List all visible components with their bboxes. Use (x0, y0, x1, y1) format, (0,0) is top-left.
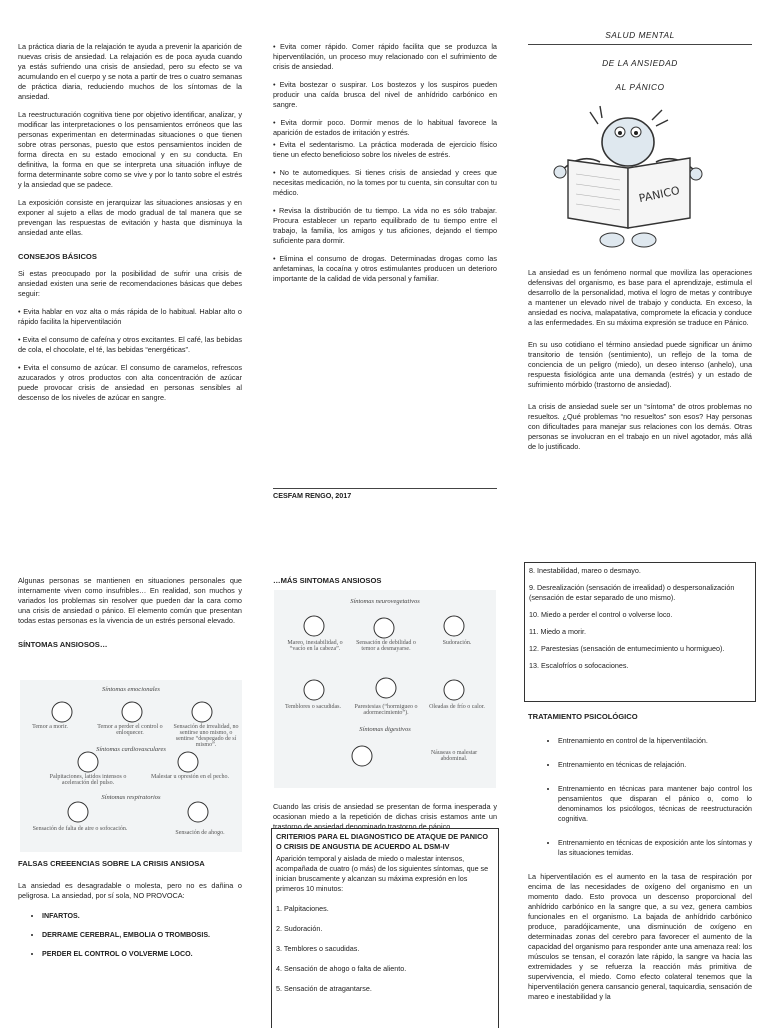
bullet-sedentarismo: • Evita el sedentarismo. La práctica moderada de ejercicio físico tiene un efecto beneficioso sobre los niveles de estrés. (273, 140, 497, 159)
label-irrealidad: Sensación de irrealidad, no sentirse uno mismo, o sentirse “despegado de sí mismo”. (173, 724, 239, 748)
cover-title-divider (528, 44, 752, 45)
label-ahogo: Sensación de ahogo. (175, 830, 225, 836)
heading-mas-sintomas: …MÁS SINTOMAS ANSIOSOS (273, 576, 382, 585)
cover-title-2: DE LA ANSIEDAD (602, 58, 678, 68)
dsm-item: 13. Escalofríos o sofocaciones. (529, 661, 629, 670)
bullet-cafeina: • Evita el consumo de cafeína y otros excitantes. El café, las bebidas de cola, el chocolate, el té, las bebidas “energéticas”. (18, 335, 242, 354)
label-temor-morir: Temor a morir. (32, 724, 68, 730)
label-opresion: Malestar u opresión en el pecho. (151, 774, 229, 780)
label-falta-aire: Sensación de falta de aire o sofocación. (32, 826, 128, 832)
label-parestesias: Parestesias (“hormigueo o adormecimiento”). (354, 704, 418, 716)
dsm-item: 1. Palpitaciones. (276, 904, 329, 913)
dsm-item: 8. Inestabilidad, mareo o desmayo. (529, 566, 641, 575)
dsm-item: 3. Temblores o sacudidas. (276, 944, 360, 953)
label-temor-control: Temor a perder el control o enloquecer. (97, 724, 163, 736)
bullet-drogas: • Elimina el consumo de drogas. Determinadas drogas como las anfetaminas, la cocaína y otros estimulantes producen un deterioro importante de la calidad de vida personal y familiar. (273, 254, 497, 283)
bullet-dormir: • Evita dormir poco. Dormir menos de lo habitual favorece la aparición de estados de irritación y estrés. (273, 118, 497, 137)
heading-tratamiento: TRATAMIENTO PSICOLÓGICO (528, 712, 638, 721)
footer-divider (273, 488, 497, 489)
bullet-automedicacion: • No te automediques. Si tienes crisis de ansiedad y crees que necesitas medicación, no la tomes por tu cuenta, sin consultar con tu médico. (273, 168, 497, 197)
bullet-comer: • Evita comer rápido. Comer rápido facilita que se produzca la hiperventilación, un proceso muy relacionado con el sufrimiento de crisis de ansiedad. (273, 42, 497, 71)
paragraph-ansiedad-definicion: La ansiedad es un fenómeno normal que moviliza las operaciones defensivas del organismo, es base para el aprendizaje, estimula el desarrollo de la personalidad, motiva el logro de metas y contribuye a mantener un elevado nivel de trabajo y conducta. En exceso, la ansiedad es nociva, malapatativa, compromete la eficacia y conduce a las enfermedades. En su máxima expresión se traduce en Pánico. (528, 268, 752, 327)
list-item: • INFARTOS. (42, 911, 242, 921)
label-mareo: Mareo, inestabilidad, o “vacío en la cabeza”. (287, 640, 343, 652)
dsm-item: 12. Parestesias (sensación de entumecimiento u hormigueo). (529, 644, 725, 653)
illus-title-cardio: Síntomas cardiovasculares (96, 746, 166, 753)
bullet-bostezar: • Evita bostezar o suspirar. Los bostezos y los suspiros pueden producir una caída brusca del nivel de anhídrido carbónico en sangre. (273, 80, 497, 109)
heading-falsas-creencias: FALSAS CREEENCIAS SOBRE LA CRISIS ANSIOSA (18, 859, 205, 868)
cover-illustration (540, 102, 720, 252)
illus-title-digestivos: Síntomas digestivos (359, 726, 411, 733)
illus-title-respiratorios: Síntomas respiratorios (101, 794, 161, 801)
paragraph-reestructuracion: La reestructuración cognitiva tiene por objetivo identificar, analizar, y modificar las interpretaciones o los pensamientos erróneos que las personas experimentan en determinadas situaciones o que tienen sobre otras personas, puesto que estos pensamientos inciden de forma directa en su estado emocional y en su conducta. En definitiva, la forma en que se interpreta una situación influye de forma determinante sobre como se vive y por lo tanto sobre el estrés y la ansiedad que se padece. (18, 110, 242, 189)
dsm-item: 5. Sensación de atragantarse. (276, 984, 372, 993)
dsm-criteria-box-continued (524, 562, 756, 702)
heading-sintomas-ansiosos: SÍNTOMAS ANSIOSOS… (18, 640, 108, 649)
footer-credit: CESFAM RENGO, 2017 (273, 491, 352, 500)
label-nauseas: Náuseas o malestar abdominal. (430, 750, 478, 762)
paragraph-crisis-sintoma: La crisis de ansiedad suele ser un “síntoma” de otros problemas no resueltos. ¿Qué problemas “no resueltos” son esos? Hay personas con dificultades para manejar sus relaciones con los demás. Otras personas se involucran en el trabajo en un nivel agotador, más allá de lo justificado. (528, 402, 752, 451)
column-3 (528, 268, 752, 460)
label-temblores: Temblores o sacudidas. (284, 704, 342, 710)
list-no-provoca (18, 911, 242, 959)
list-item: • Entrenamiento en técnicas de exposición ante los síntomas y las situaciones temidas. (558, 838, 752, 858)
paragraph-hiperventilacion: La hiperventilación es el aumento en la tasa de respiración por encima de las necesidades de oxígeno del organismo en un momento dado. Esto provoca un descenso proporcional del anhídrido carbónico en la sangre que, a su vez, genera cambios funcionales en el organismo. La bajada de anhídrido carbónico produce, paradójicamente, una disminución de oxígeno en determinadas zonas del cerebro para favorecer el aumento de la capacidad del organismo para responder ante una amenaza real: los músculos se tensan, el corazón late rápido, la sangre va hacia las extremidades y se refuerza la reacción más primitiva de supervivencia, el miedo. Como efecto colateral tenemos que la hiperventilación genera cansancio general, taquicardia, sensación de mareo e inestabilidad y la (528, 872, 752, 1001)
list-item: • DERRAME CEREBRAL, EMBOLIA O TROMBOSIS. (42, 930, 242, 940)
bullet-hablar: • Evita hablar en voz alta o más rápida de lo habitual. Hablar alto o rápido facilita la hiperventilación (18, 307, 242, 326)
dsm-criteria-intro: Aparición temporal y aislada de miedo o malestar intensos, acompañada de cuatro (o más) de los siguientes síntomas, que se inician bruscamente y alcanzan su máxima expresión en los primeros 10 minutos: (276, 854, 489, 893)
column-4-lower (18, 859, 242, 968)
paragraph-trastorno-panico: Cuando las crisis de ansiedad se presentan de forma inesperada y ocasionan miedo a la repetición de dichas crisis estamos ante un trastorno de ansiedad denominado trastorno de pánico. (273, 802, 497, 831)
dsm-item: 4. Sensación de ahogo o falta de aliento. (276, 964, 407, 973)
illus-title-neuro: Síntomas neurovegetativos (350, 598, 420, 605)
paragraph-consejos-intro: Si estas preocupado por la posibilidad de sufrir una crisis de ansiedad existen una serie de recomendaciones básicas que debes seguir: (18, 269, 242, 298)
column-2 (273, 42, 497, 292)
illustration-symptoms-emotional (20, 680, 242, 852)
label-debilidad: Sensación de debilidad o temor a desmayarse. (356, 640, 416, 652)
list-tratamiento (528, 736, 752, 858)
list-item: • Entrenamiento en técnicas de relajación. (558, 760, 752, 770)
label-oleadas: Oleadas de frío o calor. (429, 704, 485, 710)
dsm-item: 10. Miedo a perder el control o volverse loco. (529, 610, 673, 619)
paragraph-exposicion: La exposición consiste en jerarquizar las situaciones ansiosas y en exponer al sujeto a ellas de modo gradual de tal manera que se prevengan las respuestas de evitación y hasta que disminuya la ansiedad ante ellas. (18, 198, 242, 237)
column-1 (18, 42, 242, 411)
illustration-symptoms-neuro (274, 590, 496, 788)
cover-title-3: AL PÁNICO (615, 82, 665, 92)
dsm-item: 9. Desrealización (sensación de irrealidad) o despersonalización (sensación de estar separado de uno mismo). (529, 583, 735, 602)
paragraph-no-provoca: La ansiedad es desagradable o molesta, pero no es dañina o peligrosa. La ansiedad, por sí sola, NO PROVOCA: (18, 881, 242, 900)
paragraph-personas: Algunas personas se mantienen en situaciones personales que internamente viven como insufribles… En realidad, son muchos y variados los problemas sin resolver que pueden dar la cara como una crisis de ansiedad o pánico. El elemento común que presentan todas estas personas es la vivencia de un estrés personal elevado. (18, 576, 242, 625)
dsm-item: 2. Sudoración. (276, 924, 323, 933)
dsm-item: 11. Miedo a morir. (529, 627, 586, 636)
bullet-tiempo: • Revisa la distribución de tu tiempo. La vida no es sólo trabajar. Procura establecer un reparto equilibrado de tu tiempo entre el trabajo, la familia, los amigos y tus aficiones, dejando el tiempo suficiente para dormir. (273, 206, 497, 245)
column-4 (18, 576, 242, 657)
book-label: PANICO (637, 183, 681, 206)
dsm-criteria-box (271, 828, 499, 1028)
paragraph-relajacion: La práctica diaria de la relajación te ayuda a prevenir la aparición de nuevas crisis de ansiedad. La relajación es de poca ayuda cuando ya estás sufriendo una crisis de ansiedad, pero su efecto se va acumulando en el cuerpo y se nota a partir de tres o cuatro semanas de práctica diaria, reduciendo muchos de los síntomas de la ansiedad. (18, 42, 242, 101)
cover-title-1: SALUD MENTAL (605, 30, 675, 40)
label-palpitaciones: Palpitaciones, latidos intensos o aceleración del pulso. (49, 774, 127, 786)
illus-title-emocionales: Síntomas emocionales (102, 686, 160, 693)
figures-emotional (20, 694, 242, 834)
dsm-criteria-title: CRITERIOS PARA EL DIAGNOSTICO DE ATAQUE DE PANICO O CRISIS DE ANGUSTIA DE ACUERDO AL DSM-IV (276, 832, 489, 851)
column-6 (528, 712, 752, 1010)
heading-consejos-basicos: CONSEJOS BÁSICOS (18, 252, 97, 261)
list-item: • Entrenamiento en control de la hiperventilación. (558, 736, 752, 746)
list-item: • Entrenamiento en técnicas para mantener bajo control los pensamientos que disparan el pánico o, como lo denominamos los psicólogos, técnicas de reestructuración cognitiva. (558, 784, 752, 824)
list-item: • PERDER EL CONTROL O VOLVERME LOCO. (42, 949, 242, 959)
paragraph-uso-cotidiano: En su uso cotidiano el término ansiedad puede significar un ánimo transitorio de tensión (sentimiento), un reflejo de la toma de conciencia de un peligro (miedo), un deseo intenso (anhelo), una respuesta fisiológica ante una demanda (estrés) y un estado de sufrimiento mórbido (trastorno de ansiedad). (528, 340, 752, 389)
bullet-azucar: • Evita el consumo de azúcar. El consumo de caramelos, refrescos azucarados y otros productos con alta concentración de azúcar puede provocar crisis de ansiedad en personas sensibles al descenso de los niveles de azúcar en sangre. (18, 363, 242, 402)
label-sudoracion: Sudoración. (442, 640, 472, 646)
